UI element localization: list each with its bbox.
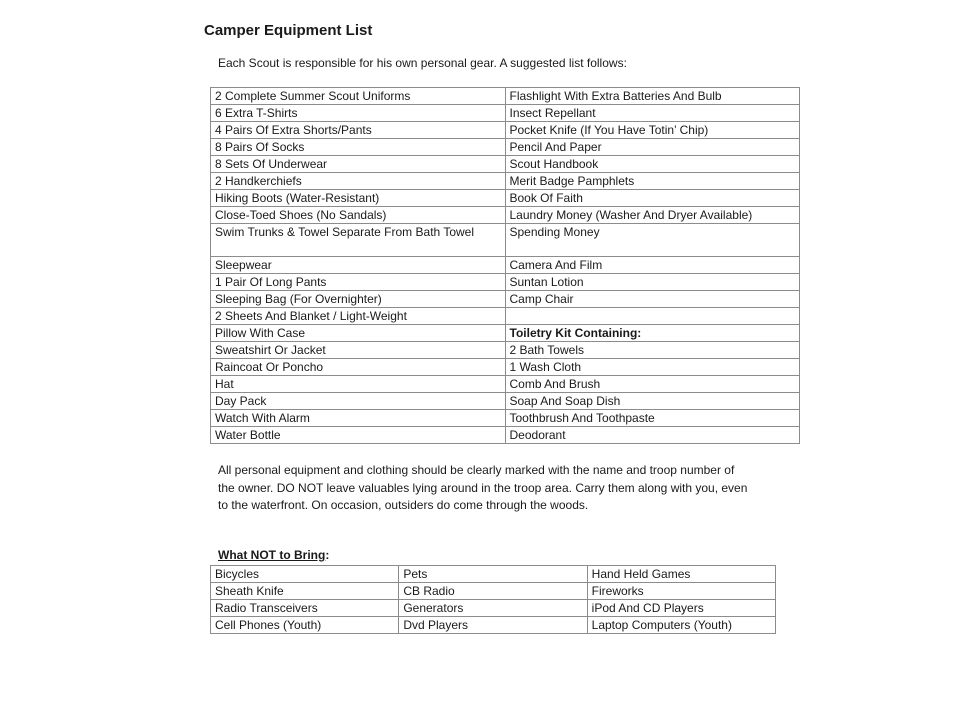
table-row bbox=[211, 291, 800, 308]
not-to-bring-heading bbox=[218, 548, 329, 562]
table-row bbox=[211, 617, 776, 634]
table-row bbox=[211, 122, 800, 139]
table-row bbox=[211, 173, 800, 190]
table-row bbox=[211, 207, 800, 224]
table-row bbox=[211, 566, 776, 583]
table-cell: Hat bbox=[211, 376, 506, 393]
table-cell: Radio Transceivers bbox=[211, 600, 399, 617]
equipment-notice: All personal equipment and clothing should be clearly marked with the name and troop number of the owner. DO NOT leave valuables lying around in the troop area. Carry them along with you, even to the waterfront. On occasion, outsiders do come through the woods. bbox=[218, 463, 748, 512]
table-cell: Camp Chair bbox=[505, 291, 800, 308]
table-row bbox=[211, 342, 800, 359]
table-cell: Scout Handbook bbox=[505, 156, 800, 173]
table-cell: 2 Complete Summer Scout Uniforms bbox=[211, 88, 506, 105]
intro-text: Each Scout is responsible for his own personal gear. A suggested list follows: bbox=[218, 56, 627, 70]
equipment-table bbox=[210, 87, 800, 444]
table-cell: Raincoat Or Poncho bbox=[211, 359, 506, 376]
toiletry-kit-heading: Toiletry Kit Containing: bbox=[505, 325, 800, 342]
table-cell: Cell Phones (Youth) bbox=[211, 617, 399, 634]
table-cell: Dvd Players bbox=[399, 617, 587, 634]
table-cell: Camera And Film bbox=[505, 257, 800, 274]
table-row bbox=[211, 359, 800, 376]
table-row bbox=[211, 105, 800, 122]
table-cell: 8 Pairs Of Socks bbox=[211, 139, 506, 156]
not-to-bring-table bbox=[210, 565, 776, 634]
table-cell: 1 Wash Cloth bbox=[505, 359, 800, 376]
table-cell: Merit Badge Pamphlets bbox=[505, 173, 800, 190]
table-cell: Flashlight With Extra Batteries And Bulb bbox=[505, 88, 800, 105]
table-cell: CB Radio bbox=[399, 583, 587, 600]
table-cell: Suntan Lotion bbox=[505, 274, 800, 291]
table-row bbox=[211, 427, 800, 444]
table-cell: Pencil And Paper bbox=[505, 139, 800, 156]
table-cell: Pocket Knife (If You Have Totin’ Chip) bbox=[505, 122, 800, 139]
table-row bbox=[211, 308, 800, 325]
table-cell: Sheath Knife bbox=[211, 583, 399, 600]
table-row bbox=[211, 190, 800, 207]
table-cell: Laundry Money (Washer And Dryer Available) bbox=[505, 207, 800, 224]
table-cell: 4 Pairs Of Extra Shorts/Pants bbox=[211, 122, 506, 139]
table-cell: Pets bbox=[399, 566, 587, 583]
table-cell: Generators bbox=[399, 600, 587, 617]
table-cell: 1 Pair Of Long Pants bbox=[211, 274, 506, 291]
table-cell: Watch With Alarm bbox=[211, 410, 506, 427]
table-cell: 2 Handkerchiefs bbox=[211, 173, 506, 190]
table-row bbox=[211, 393, 800, 410]
table-cell: Insect Repellant bbox=[505, 105, 800, 122]
table-row bbox=[211, 139, 800, 156]
table-cell: Day Pack bbox=[211, 393, 506, 410]
table-row bbox=[211, 325, 800, 342]
table-row bbox=[211, 156, 800, 173]
table-row bbox=[211, 257, 800, 274]
table-row bbox=[211, 600, 776, 617]
table-cell: Sleepwear bbox=[211, 257, 506, 274]
table-cell: Close-Toed Shoes (No Sandals) bbox=[211, 207, 506, 224]
table-cell: iPod And CD Players bbox=[587, 600, 775, 617]
table-cell: 2 Sheets And Blanket / Light-Weight bbox=[211, 308, 506, 325]
table-cell: Hiking Boots (Water-Resistant) bbox=[211, 190, 506, 207]
table-cell: Swim Trunks & Towel Separate From Bath Towel bbox=[211, 224, 506, 257]
not-to-bring-heading-colon: : bbox=[325, 548, 330, 562]
table-cell: Sleeping Bag (For Overnighter) bbox=[211, 291, 506, 308]
table-row bbox=[211, 410, 800, 427]
table-cell: Fireworks bbox=[587, 583, 775, 600]
table-cell: 8 Sets Of Underwear bbox=[211, 156, 506, 173]
table-cell: Laptop Computers (Youth) bbox=[587, 617, 775, 634]
table-cell: Comb And Brush bbox=[505, 376, 800, 393]
table-row bbox=[211, 376, 800, 393]
table-cell: Pillow With Case bbox=[211, 325, 506, 342]
table-cell bbox=[505, 308, 800, 325]
table-cell: Book Of Faith bbox=[505, 190, 800, 207]
table-row bbox=[211, 583, 776, 600]
table-cell: Spending Money bbox=[505, 224, 800, 257]
table-cell: Toothbrush And Toothpaste bbox=[505, 410, 800, 427]
table-cell: Deodorant bbox=[505, 427, 800, 444]
page-title: Camper Equipment List bbox=[204, 22, 373, 39]
table-cell: 6 Extra T-Shirts bbox=[211, 105, 506, 122]
not-to-bring-heading-text: What NOT to Bring bbox=[218, 548, 326, 562]
table-cell: Sweatshirt Or Jacket bbox=[211, 342, 506, 359]
table-row bbox=[211, 88, 800, 105]
table-row bbox=[211, 224, 800, 257]
table-cell: Bicycles bbox=[211, 566, 399, 583]
table-cell: Soap And Soap Dish bbox=[505, 393, 800, 410]
table-row bbox=[211, 274, 800, 291]
table-cell: 2 Bath Towels bbox=[505, 342, 800, 359]
table-cell: Hand Held Games bbox=[587, 566, 775, 583]
table-cell: Water Bottle bbox=[211, 427, 506, 444]
